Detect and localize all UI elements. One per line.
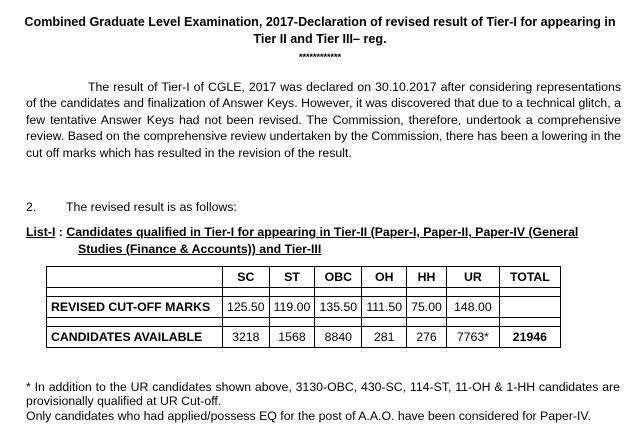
footnote-ur: * In addition to the UR candidates shown above, 3130-OBC, 430-SC, 114-ST, 11-OH & 1-HH candidates are provisionally qualified at UR Cut-off. xyxy=(26,380,620,409)
row-label: REVISED CUT-OFF MARKS xyxy=(47,297,223,318)
header-hh: HH xyxy=(407,267,447,288)
cell: 75.00 xyxy=(407,297,447,318)
cell: 111.50 xyxy=(362,297,407,318)
header-obc: OBC xyxy=(315,267,362,288)
cell: 125.50 xyxy=(223,297,270,318)
header-oh: OH xyxy=(362,267,407,288)
notice-title: Combined Graduate Level Examination, 2017-Declaration of revised result of Tier-I for appearing in Tier II and Tier III– reg. xyxy=(24,15,616,46)
list-separator: : xyxy=(55,225,67,239)
cell: 148.00 xyxy=(446,297,499,318)
cell: 119.00 xyxy=(269,297,315,318)
cell: 3218 xyxy=(223,327,270,348)
cell: 281 xyxy=(362,327,407,348)
table-row xyxy=(47,297,561,318)
point-2 xyxy=(26,199,237,215)
point-text: The revised result is as follows: xyxy=(66,200,237,214)
result-paragraph: The result of Tier-I of CGLE, 2017 was declared on 30.10.2017 after considering representations of the candidates and finalization of Answer Keys. However, it was discovered that due to a technical glitch, a few tentative Answer Keys had not been revised. The Commission, therefore, undertook a comprehensive review. Based on the comprehensive review undertaken by the Commission, there has been a lowering in the cut off marks which has resulted in the revision of the result. xyxy=(26,80,621,160)
header-blank xyxy=(47,267,223,288)
total-cell: 21946 xyxy=(499,327,560,348)
row-label: CANDIDATES AVAILABLE xyxy=(47,327,223,348)
list-tag: List-I xyxy=(26,225,56,239)
footnote-aao: Only candidates who had applied/possess EQ for the post of A.A.O. have been considered for Paper-IV. xyxy=(26,408,591,423)
cell: 276 xyxy=(407,327,447,348)
list-title-line1: Candidates qualified in Tier-I for appearing in Tier-II (Paper-I, Paper-II, Paper-IV (General xyxy=(66,225,579,239)
table-spacer-row xyxy=(47,318,561,327)
table-row xyxy=(47,327,561,348)
cell: 1568 xyxy=(269,327,315,348)
list-title-line2: Studies (Finance & Accounts)) and Tier-III xyxy=(78,242,322,256)
header-st: ST xyxy=(269,267,315,288)
table-header-row xyxy=(47,267,561,288)
cell: 8840 xyxy=(315,327,362,348)
cell: 7763* xyxy=(446,327,499,348)
footnotes xyxy=(26,380,620,423)
header-ur: UR xyxy=(446,267,499,288)
list-heading xyxy=(26,224,626,258)
header-total: TOTAL xyxy=(499,267,560,288)
cutoff-table xyxy=(46,266,561,348)
table-spacer-row xyxy=(47,288,561,297)
separator-stars: ************ xyxy=(298,52,342,62)
cell: 135.50 xyxy=(315,297,362,318)
header-sc: SC xyxy=(223,267,270,288)
total-cell xyxy=(499,297,560,318)
point-number: 2. xyxy=(26,200,37,214)
